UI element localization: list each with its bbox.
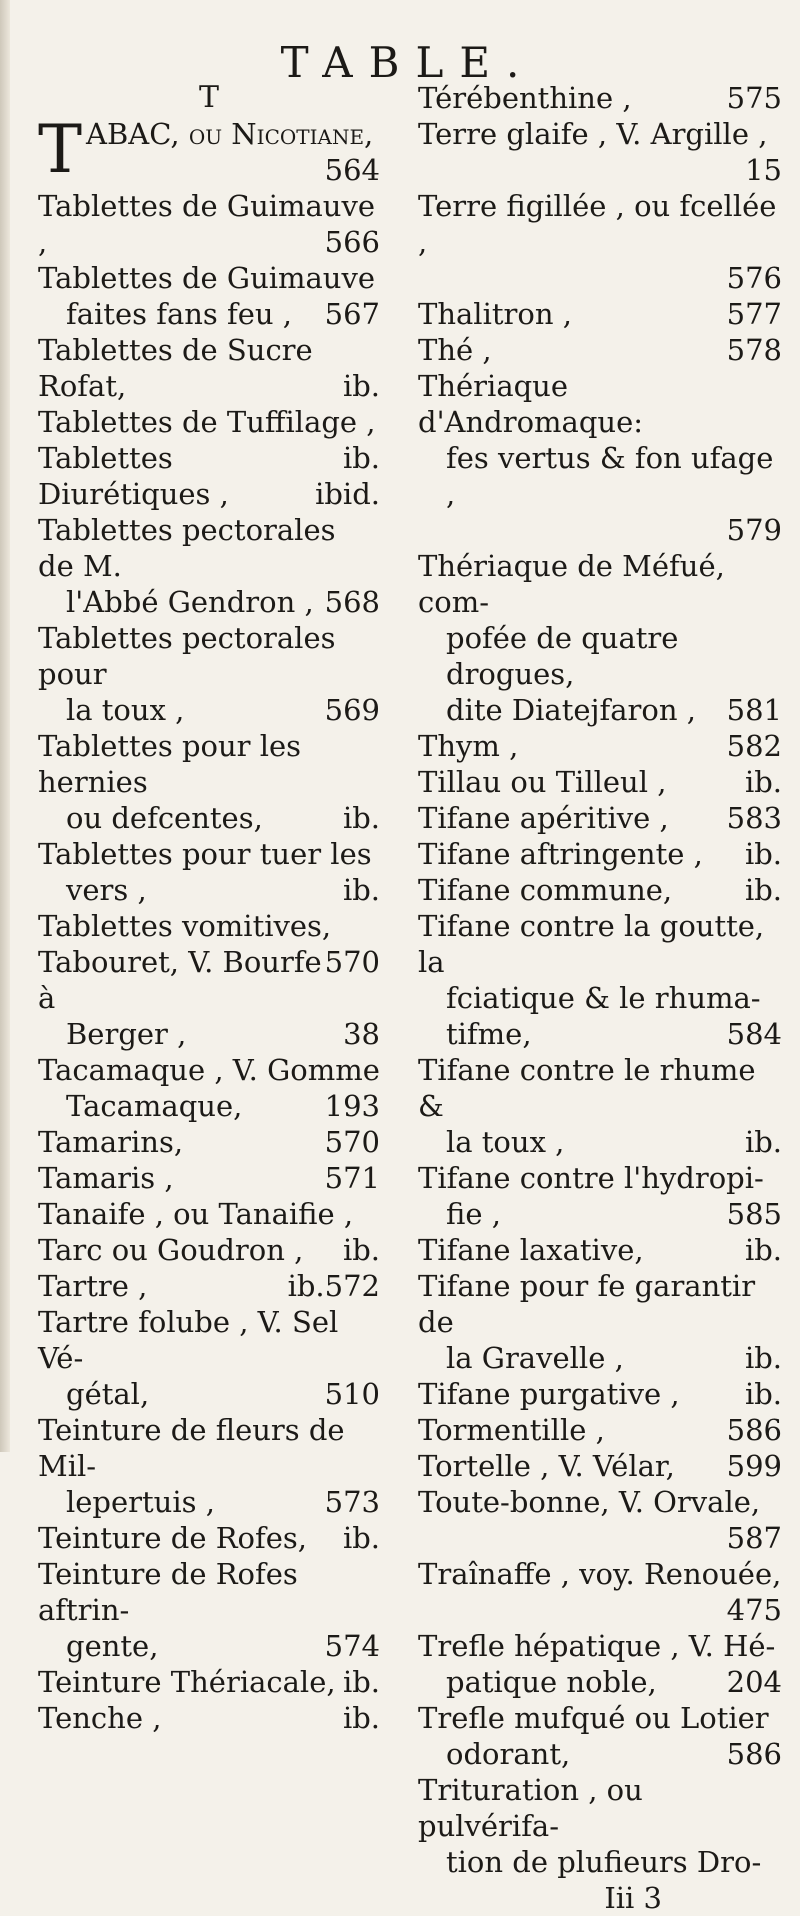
entry-text: Tartre ,: [38, 1269, 148, 1303]
entry-text: ou defcentes,: [66, 801, 263, 835]
entry-text: Thalitron ,: [418, 297, 572, 331]
entry-text: Trefle mufqué ou Lotier: [418, 1701, 769, 1735]
page-number: ib.: [744, 1377, 782, 1411]
page-number: ib.: [342, 441, 380, 475]
entry-text: Tacamaque,: [66, 1089, 243, 1123]
entry-text: Trefle hépatique , V. Hé-: [418, 1629, 776, 1663]
page-number: 15: [745, 153, 782, 187]
entry-text: gétal,: [66, 1377, 150, 1411]
entry-text: Tamarins,: [38, 1125, 184, 1159]
index-entry: [38, 440, 380, 512]
entry-text: Tabouret, V. Bourfe à: [38, 945, 322, 1015]
page-number: 571: [324, 1161, 380, 1195]
page-number: 581: [726, 693, 782, 727]
entry-text: la toux ,: [446, 1125, 565, 1159]
index-entry: [38, 1124, 380, 1160]
index-entry: [418, 764, 782, 800]
index-entry: [418, 296, 782, 332]
page-number: ib.: [342, 1233, 380, 1267]
entry-text: Teinture de fleurs de Mil-: [38, 1413, 345, 1483]
page-number: ib.: [744, 1341, 782, 1375]
index-entry: [38, 908, 380, 979]
entry-text: Tortelle , V. Vélar,: [418, 1449, 675, 1483]
index-entry: [418, 728, 782, 764]
entry-text: Thériaque de Méfué, com-: [418, 549, 725, 619]
entry-text: la toux ,: [66, 693, 185, 727]
entry-text: Tacamaque , V. Gomme: [38, 1053, 380, 1087]
index-entry: [418, 1052, 782, 1160]
entry-text: fes vertus & fon ufage ,: [446, 441, 774, 511]
page-number: 579: [726, 513, 782, 547]
page-number: ibid.: [315, 477, 380, 511]
page-number: 576: [726, 261, 782, 295]
entry-text: Tablettes vomitives,: [38, 909, 332, 943]
page-number: 564: [324, 153, 380, 187]
entry-text: Tablettes pectorales pour: [38, 621, 336, 691]
page-number: ib.: [342, 873, 380, 907]
page-number: 568: [324, 585, 380, 619]
entry-text: Trituration , ou pulvérifa-: [418, 1773, 643, 1843]
page-number: 475: [726, 1593, 782, 1627]
entry-text: fie ,: [446, 1197, 501, 1231]
index-entry: [418, 548, 782, 728]
index-entry: [38, 512, 380, 620]
page-number: 578: [726, 333, 782, 367]
entry-text: Tifane contre la goutte, la: [418, 909, 765, 979]
entry-text: patique noble,: [446, 1665, 657, 1699]
page-number: 575: [726, 81, 782, 115]
page-number: 510: [324, 1377, 380, 1411]
index-entry: [38, 1052, 380, 1124]
entry-text: Tanaife , ou Tanaifie ,: [38, 1197, 354, 1231]
page-number: 583: [726, 801, 782, 835]
entry-text: Tenche ,: [38, 1701, 162, 1735]
page-number: 586: [726, 1413, 782, 1447]
index-entry: [418, 116, 782, 188]
index-entry: [418, 1232, 782, 1268]
entry-text: l'Abbé Gendron ,: [66, 585, 314, 619]
entry-text: vers ,: [66, 873, 147, 907]
entry-text: Teinture Thériacale,: [38, 1665, 336, 1699]
page-number: 585: [726, 1197, 782, 1231]
page-number: ib.: [342, 801, 380, 835]
index-entry: [38, 1520, 380, 1556]
page-number: 586: [726, 1737, 782, 1771]
entry-text: Teinture de Rofes,: [38, 1521, 308, 1555]
entry-text: Tablettes de Tuffilage ,: [38, 405, 376, 439]
entry-text: lepertuis ,: [66, 1485, 215, 1519]
entry-text: ABAC, ou Nicotiane,: [86, 117, 374, 151]
index-entry: [418, 332, 782, 368]
index-entry: [38, 260, 380, 332]
entry-text: Tifane contre l'hydropi-: [418, 1161, 764, 1195]
index-entry: [418, 1412, 782, 1448]
index-entry: [418, 1376, 782, 1412]
page-number: 584: [726, 1017, 782, 1051]
right-column: [418, 80, 782, 1916]
entry-text: Tifane pour fe garantir de: [418, 1269, 756, 1339]
entry-text: Toute-bonne, V. Orvale,: [418, 1485, 761, 1519]
index-entry: [418, 80, 782, 116]
page-number: ib.: [342, 1665, 380, 1699]
entry-text: Tablettes de Sucre Rofat,: [38, 333, 313, 403]
page-number: ib.: [744, 873, 782, 907]
index-entry: [38, 1700, 380, 1736]
page-number: 582: [726, 729, 782, 763]
entry-text: Thym ,: [418, 729, 519, 763]
index-entry: [38, 404, 380, 475]
entry-text: Tamaris ,: [38, 1161, 174, 1195]
index-entry: [418, 1160, 782, 1232]
index-entry: [38, 188, 380, 260]
page-number: ib.: [287, 1269, 325, 1303]
entry-text: Tifane apéritive ,: [418, 801, 669, 835]
index-entry: [38, 1160, 380, 1196]
index-entry: [418, 1700, 782, 1772]
entry-text: la Gravelle ,: [446, 1341, 624, 1375]
page-number: 569: [324, 693, 380, 727]
page-number: 566: [324, 225, 380, 259]
index-entry: [38, 620, 380, 728]
index-entry: [418, 800, 782, 836]
entry-text: odorant,: [446, 1737, 571, 1771]
page-number: ib.: [342, 1701, 380, 1735]
entry-text: Tifane commune,: [418, 873, 673, 907]
index-entry: [418, 1772, 782, 1880]
entry-text: Tifane aftringente ,: [418, 837, 703, 871]
entry-text: Traînaffe , voy. Renouée,: [418, 1557, 782, 1591]
index-entry: [418, 1628, 782, 1700]
page-number: ib.: [744, 765, 782, 799]
page-number: 193: [324, 1089, 380, 1123]
page-number: ib.: [342, 369, 380, 403]
index-entry: [38, 332, 380, 404]
index-entry: [418, 1484, 782, 1556]
page-number: 204: [726, 1665, 782, 1699]
entry-text: Tablettes Diurétiques ,: [38, 441, 229, 511]
entry-text: Tartre folube , V. Sel Vé-: [38, 1305, 339, 1375]
index-entry: [418, 836, 782, 872]
entry-text: Tifane purgative ,: [418, 1377, 680, 1411]
index-entry: [418, 1448, 782, 1484]
entry-text: Tablettes pectorales de M.: [38, 513, 336, 583]
index-entry: [38, 1556, 380, 1664]
entry-text: pofée de quatre drogues,: [446, 621, 679, 691]
entry-text: Tormentille ,: [418, 1413, 605, 1447]
page-number: 573: [324, 1485, 380, 1519]
page-number: ib.: [744, 1233, 782, 1267]
page-title: TABLE.: [280, 38, 536, 87]
entry-text: Tillau ou Tilleul ,: [418, 765, 667, 799]
page-number: 577: [726, 297, 782, 331]
entry-text: Terre figillée , ou fcellée ,: [418, 189, 777, 259]
page-number: 570: [324, 945, 380, 979]
index-entry: [38, 111, 380, 188]
page-number: 574: [324, 1629, 380, 1663]
entry-text: gente,: [66, 1629, 159, 1663]
page-number: 587: [726, 1521, 782, 1555]
drop-cap: T: [38, 111, 83, 188]
index-entry: [418, 908, 782, 1052]
page-number: ib.: [744, 837, 782, 871]
entry-text: fciatique & le rhuma-: [446, 981, 761, 1015]
page-number: 599: [726, 1449, 782, 1483]
left-column: [38, 80, 380, 1736]
entry-text: Tarc ou Goudron ,: [38, 1233, 304, 1267]
entry-text: Teinture de Rofes aftrin-: [38, 1557, 298, 1627]
index-entry: [418, 872, 782, 908]
entry-text: Berger ,: [66, 1017, 187, 1051]
entry-text: dite Diatejfaron ,: [446, 693, 696, 727]
index-entry: [38, 728, 380, 836]
entry-text: Thé ,: [418, 333, 492, 367]
page-number: ib.: [744, 1125, 782, 1159]
index-entry: [418, 188, 782, 296]
entry-text: Tablettes de Guimauve: [38, 261, 376, 295]
page-number: 567: [324, 297, 380, 331]
page-number: 572: [324, 1269, 380, 1303]
index-entry: [38, 1664, 380, 1700]
entry-text: faites fans feu ,: [66, 297, 293, 331]
page-number: 570: [324, 1125, 380, 1159]
entry-text: Tablettes pour tuer les: [38, 837, 372, 871]
entry-text: Terre glaife , V. Argille ,: [418, 117, 768, 151]
index-entry: [38, 1304, 380, 1412]
signature-mark: Iii 3: [604, 1881, 662, 1915]
entry-text: tifme,: [446, 1017, 532, 1051]
index-entry: [38, 1412, 380, 1520]
index-entry: [418, 1556, 782, 1628]
index-entry: [38, 836, 380, 908]
entry-text: Tablettes de Guimauve ,: [38, 189, 376, 259]
entry-text: Tifane contre le rhume &: [418, 1053, 756, 1123]
index-entry: [418, 368, 782, 548]
page-number: 38: [343, 1017, 380, 1051]
section-letter: T: [198, 80, 219, 115]
entry-text: Thériaque d'Andromaque:: [418, 369, 644, 439]
page-edge: [0, 0, 10, 1452]
index-entry: [418, 1268, 782, 1376]
entry-text: tion de plufieurs Dro-: [446, 1845, 762, 1879]
entry-text: Térébenthine ,: [418, 81, 632, 115]
page-number: ib.: [342, 1521, 380, 1555]
entry-text: Tablettes pour les hernies: [38, 729, 302, 799]
entry-text: Tifane laxative,: [418, 1233, 644, 1267]
